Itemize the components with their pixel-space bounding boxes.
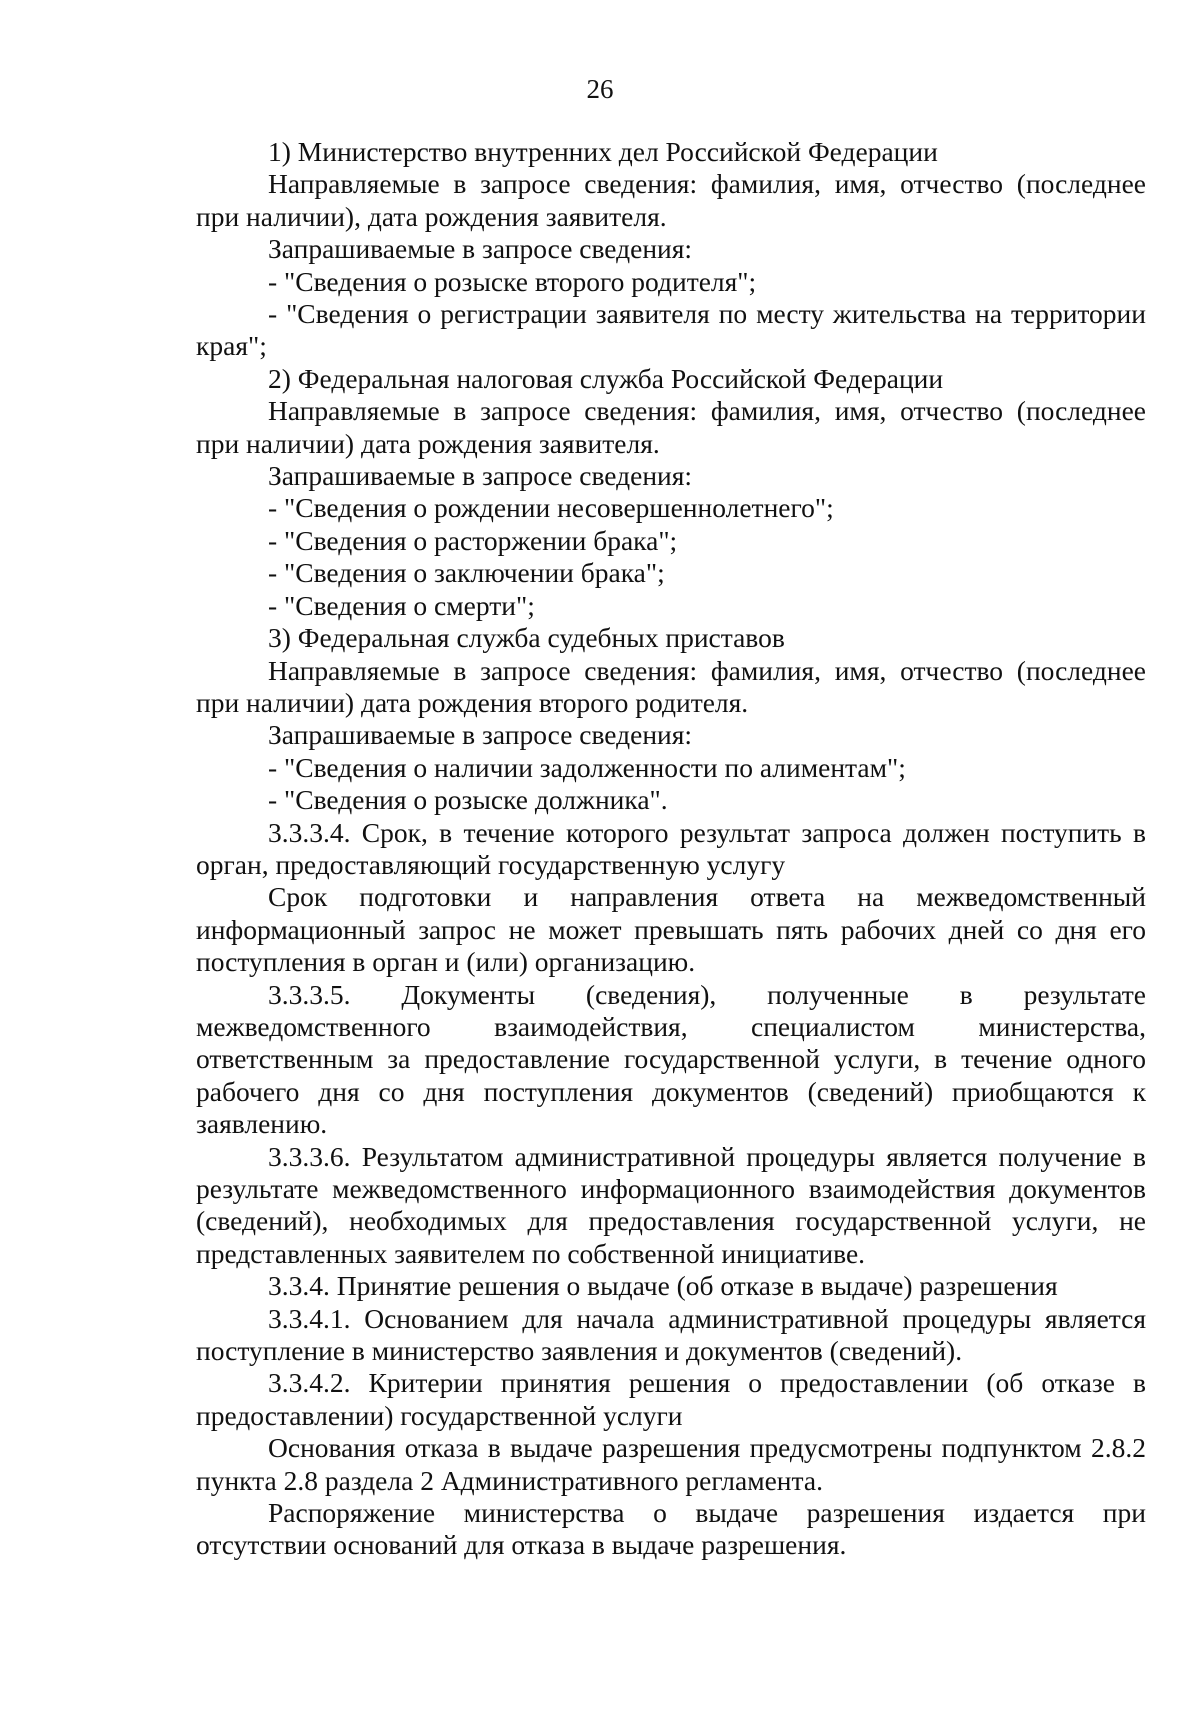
paragraph-fns-heading: 2) Федеральная налоговая служба Российской Федерации	[268, 362, 944, 394]
paragraph-permission-order: Распоряжение министерства о выдаче разрешения издается при отсутствии оснований для отказа в выдаче разрешения.	[196, 1497, 1146, 1561]
paragraph-3-3-4-1: 3.3.4.1. Основанием для начала административной процедуры является поступление в министерство заявления и документов (сведений).	[196, 1302, 1146, 1367]
paragraph-fns-sent-data: Направляемые в запросе сведения: фамилия, имя, отчество (последнее при наличии) дата рождения заявителя.	[196, 395, 1146, 459]
paragraph-mvd-heading: 1) Министерство внутренних дел Российской Федерации	[268, 136, 938, 167]
paragraph-3-3-4-2: 3.3.4.2. Критерии принятия решения о предоставлении (об отказе в предоставлении) государственной услуги	[196, 1367, 1146, 1431]
paragraph-fssp-heading: 3) Федеральная служба судебных приставов	[268, 622, 785, 654]
list-item-fns-marriage: - "Сведения о заключении брака";	[268, 557, 665, 589]
list-item-fns-divorce: - "Сведения о расторжении брака";	[268, 524, 678, 556]
paragraph-fssp-requested-heading: Запрашиваемые в запросе сведения:	[268, 719, 693, 751]
page-number: 26	[586, 74, 614, 104]
document-body	[196, 136, 1146, 1562]
list-item-fssp-alimony: - "Сведения о наличии задолженности по алиментам";	[268, 751, 906, 783]
paragraph-3-3-3-5: 3.3.3.5. Документы (сведения), полученные в результате межведомственного взаимодействия, специалистом министерства, ответственным за предоставление государственной услуги, в течение одного рабочего дня со дня поступления документов (сведений) приобщаются к заявлению.	[196, 978, 1146, 1140]
paragraph-refusal-grounds: Основания отказа в выдаче разрешения предусмотрены подпунктом 2.8.2 пункта 2.8 раздела 2 Административного регламента.	[196, 1432, 1146, 1496]
paragraph-fns-requested-heading: Запрашиваемые в запросе сведения:	[268, 460, 693, 492]
list-item-fns-death: - "Сведения о смерти";	[268, 589, 535, 621]
list-item-fns-birth: - "Сведения о рождении несовершеннолетнего";	[268, 492, 834, 524]
list-item-fssp-debtor-search: - "Сведения о розыске должника".	[268, 784, 668, 816]
list-item-mvd-search: - "Сведения о розыске второго родителя";	[268, 265, 757, 297]
paragraph-fssp-sent-data: Направляемые в запросе сведения: фамилия, имя, отчество (последнее при наличии) дата рождения второго родителя.	[196, 654, 1146, 718]
paragraph-response-deadline: Срок подготовки и направления ответа на межведомственный информационный запрос не может превышать пять рабочих дней со дня его поступления в орган и (или) организацию.	[196, 881, 1146, 978]
paragraph-mvd-sent-data: Направляемые в запросе сведения: фамилия, имя, отчество (последнее при наличии), дата рождения заявителя.	[196, 168, 1146, 232]
paragraph-3-3-3-6: 3.3.3.6. Результатом административной процедуры является получение в результате межведомственного информационного взаимодействия документов (сведений), необходимых для предоставления государственной услуги, не представленных заявителем по собственной инициативе.	[196, 1140, 1146, 1269]
paragraph-3-3-4: 3.3.4. Принятие решения о выдаче (об отказе в выдаче) разрешения	[268, 1270, 1058, 1302]
paragraph-3-3-3-4: 3.3.3.4. Срок, в течение которого результат запроса должен поступить в орган, предоставляющий государственную услугу	[196, 816, 1146, 880]
list-item-mvd-registration: - "Сведения о регистрации заявителя по месту жительства на территории края";	[196, 298, 1146, 362]
paragraph-mvd-requested-heading: Запрашиваемые в запросе сведения:	[268, 233, 693, 265]
